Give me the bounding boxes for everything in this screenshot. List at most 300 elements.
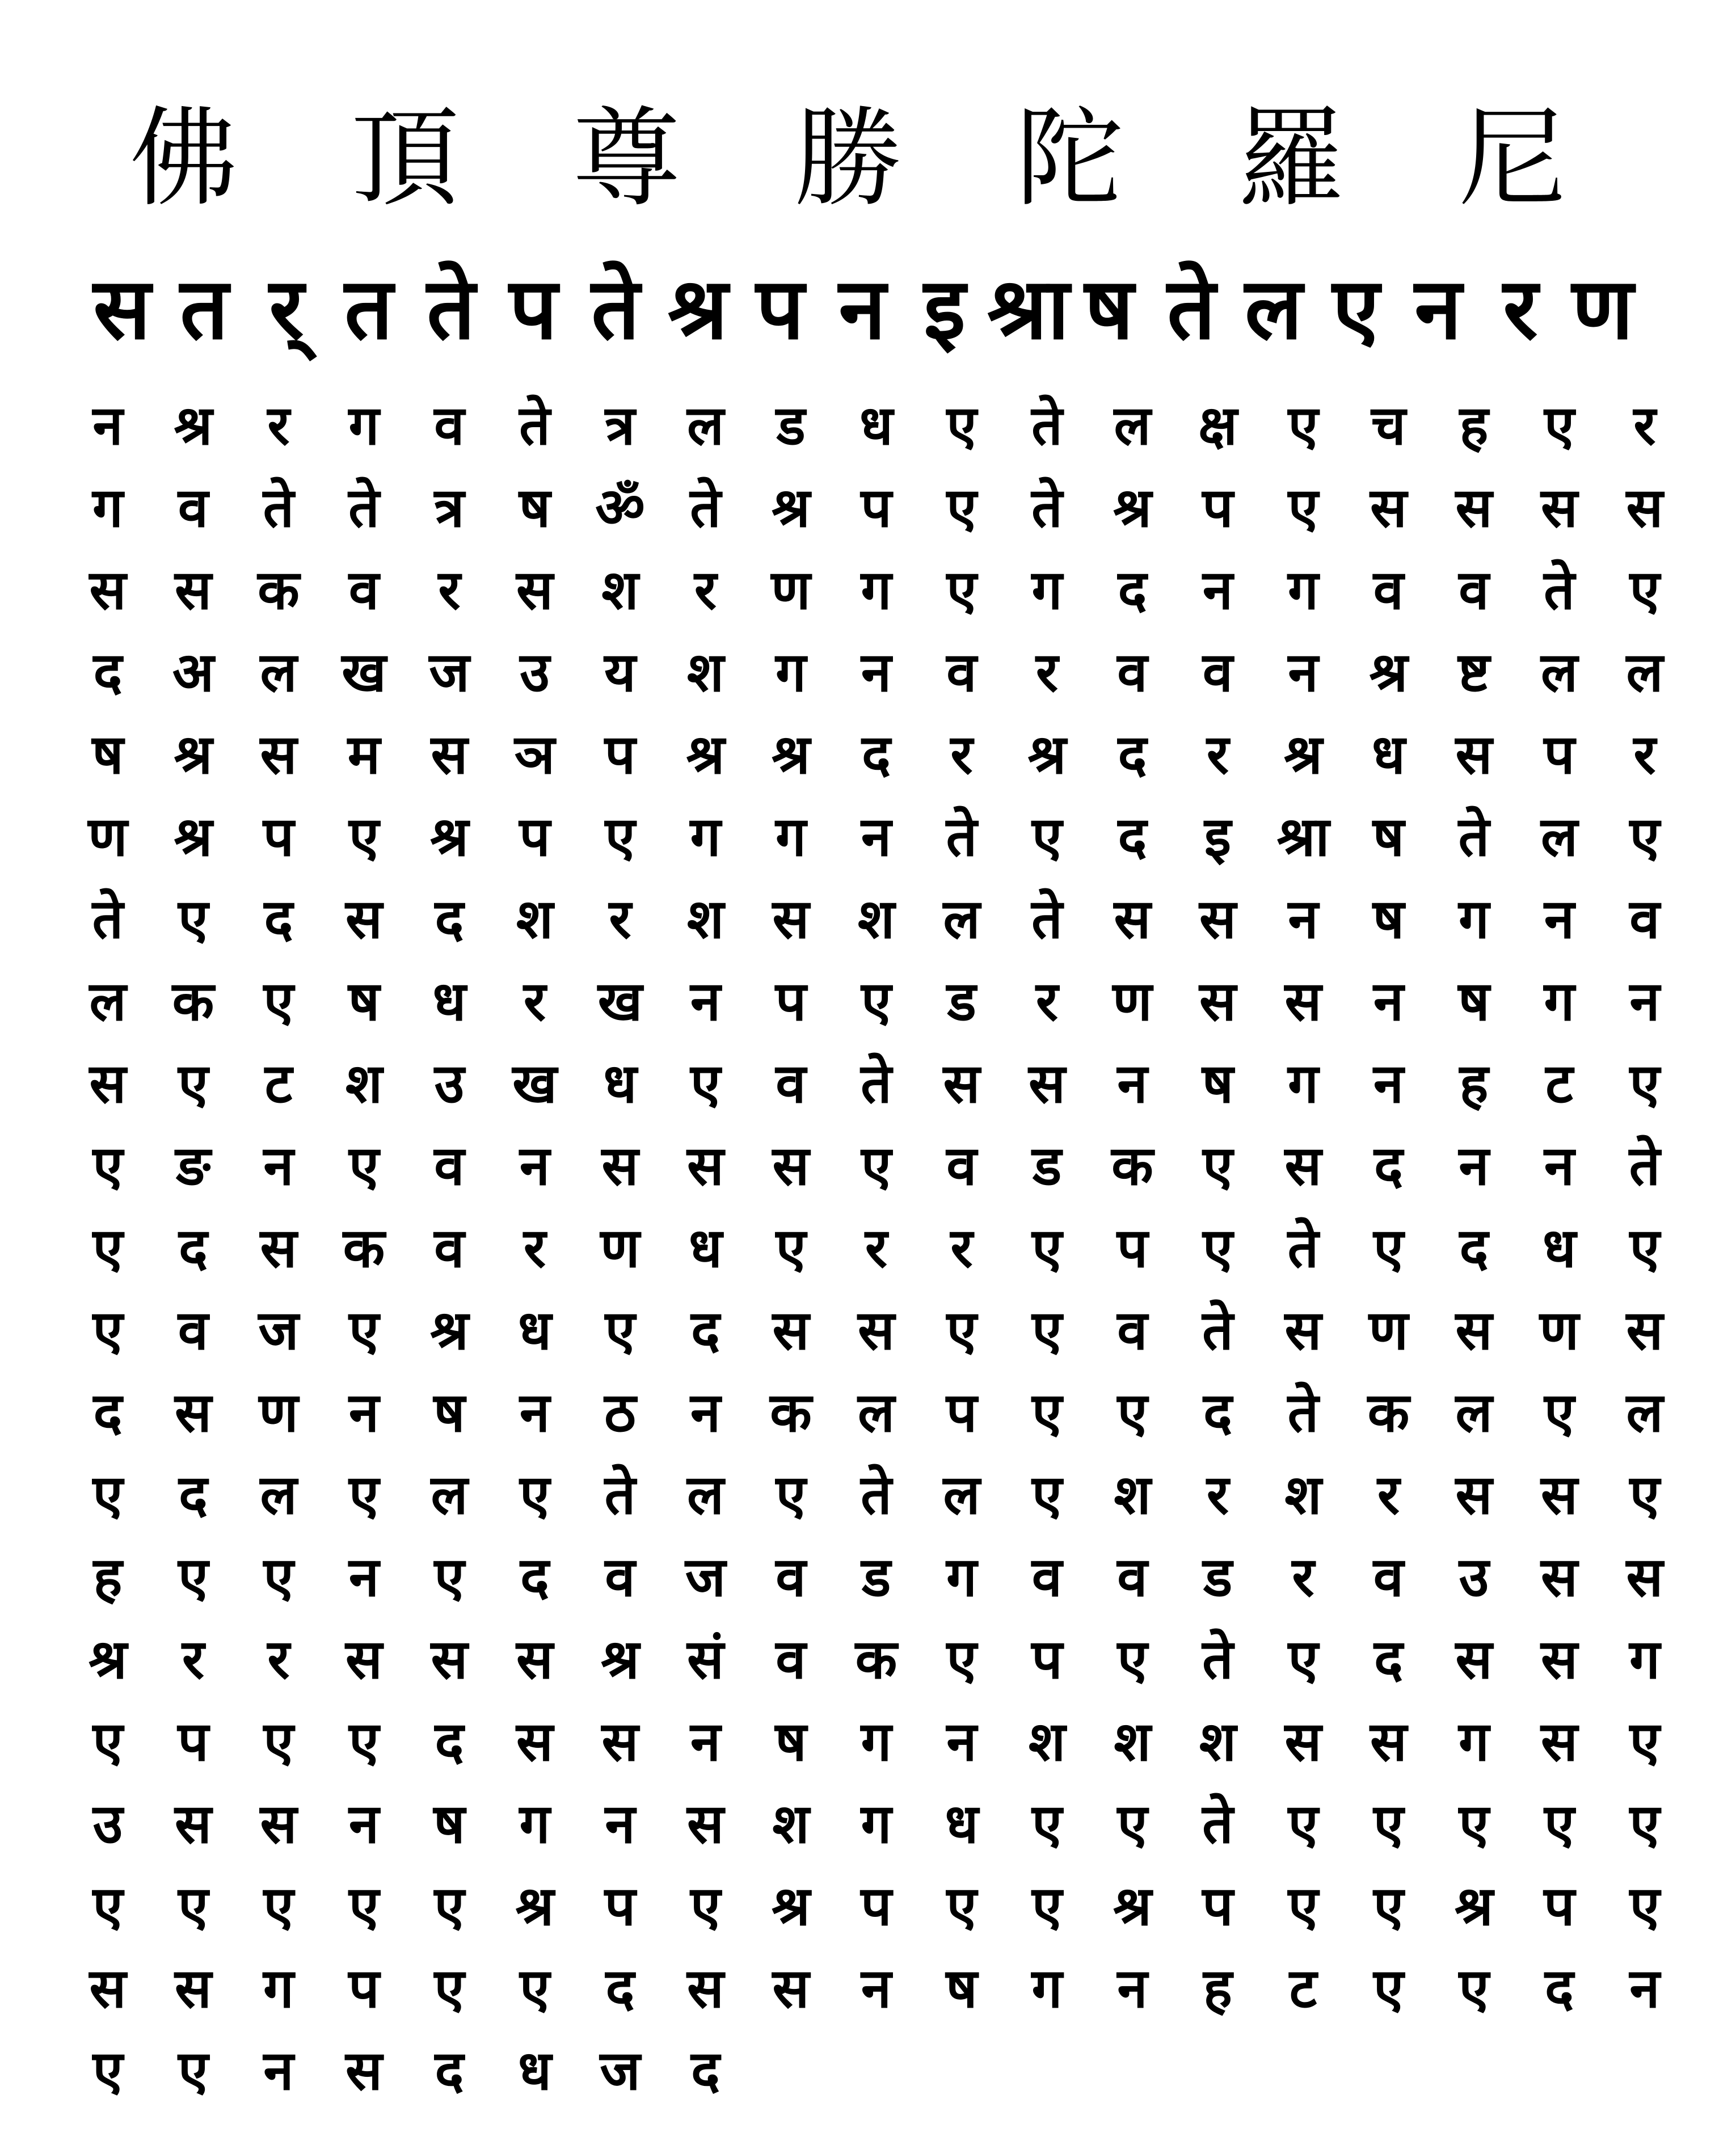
syllable-glyph: ध: [859, 394, 894, 457]
syllable-glyph: ड: [776, 394, 806, 457]
syllable-glyph: ग: [775, 640, 807, 704]
syllable-glyph: द: [605, 1957, 635, 2020]
syllable-glyph: व: [776, 1628, 806, 1691]
syllable-glyph: ए: [776, 1216, 806, 1280]
syllable-glyph: ग: [946, 1545, 977, 1609]
syllable-glyph: त्र: [605, 394, 635, 457]
syllable-glyph: ण: [1368, 1299, 1409, 1362]
syllable-glyph: स: [1455, 1299, 1493, 1362]
syllable-glyph: द: [93, 1381, 123, 1444]
syllable-glyph: स: [1541, 1710, 1578, 1773]
syllable-glyph: ग: [775, 805, 807, 869]
syllable-glyph: श्र: [1369, 640, 1408, 704]
syllable-glyph: श्र: [1027, 723, 1067, 786]
syllable-glyph: ण: [1113, 969, 1152, 1033]
syllable-glyph: स: [1284, 1134, 1322, 1198]
syllable-glyph: न: [1117, 1052, 1148, 1115]
syllable-glyph: स: [1114, 887, 1151, 951]
syllable-glyph: क: [343, 1216, 385, 1280]
syllable-glyph: स: [772, 1134, 810, 1198]
syllable-glyph: ड: [861, 1545, 891, 1609]
syllable-glyph: श: [1114, 1710, 1151, 1773]
syllable-glyph: स: [1284, 969, 1322, 1033]
syllable-glyph: ए: [1544, 1381, 1575, 1444]
syllable-glyph: श्र: [601, 1628, 639, 1691]
syllable-glyph: ए: [1629, 1710, 1660, 1773]
syllable-glyph: ए: [178, 1545, 209, 1609]
syllable-glyph: ध: [517, 2039, 552, 2102]
syllable-glyph: श: [1114, 1463, 1151, 1527]
syllable-glyph: ष: [1458, 969, 1490, 1033]
syllable-glyph: ए: [1544, 394, 1575, 457]
syllable-glyph: क: [172, 969, 214, 1033]
syllable-glyph: न: [519, 1134, 550, 1198]
syllable-glyph: श्र: [772, 723, 810, 786]
syllable-glyph: क: [1367, 1381, 1410, 1444]
syllable-glyph: स: [260, 723, 297, 786]
syllable-glyph: स: [516, 1628, 553, 1691]
syllable-glyph: ट: [264, 1052, 293, 1115]
syllable-glyph: र: [1206, 1463, 1229, 1527]
syllable-glyph: व: [1459, 558, 1489, 622]
syllable-glyph: ड: [1032, 1134, 1062, 1198]
syllable-glyph: ए: [348, 805, 380, 869]
syllable-glyph: क: [770, 1381, 812, 1444]
syllable-glyph: ए: [434, 1545, 465, 1609]
syllable-glyph: ए: [348, 1299, 380, 1362]
syllable-glyph: ध: [432, 969, 466, 1033]
heading-glyph: र: [1503, 260, 1538, 359]
syllable-glyph: ल: [260, 1463, 297, 1527]
syllable-glyph: द: [1459, 1216, 1489, 1280]
syllable-glyph: उ: [520, 640, 550, 704]
syllable-glyph: श्र: [174, 805, 213, 869]
syllable-glyph: श्र: [89, 1628, 127, 1691]
syllable-glyph: स: [1541, 1463, 1578, 1527]
syllable-glyph: ग: [690, 805, 721, 869]
syllable-glyph: ड: [947, 969, 976, 1033]
syllable-glyph: स: [601, 1134, 639, 1198]
syllable-glyph: स: [345, 1628, 382, 1691]
syllable-glyph: ल: [1626, 1381, 1663, 1444]
syllable-glyph: स: [89, 1052, 127, 1115]
syllable-glyph: र: [1035, 969, 1059, 1033]
syllable-glyph: ए: [348, 1463, 380, 1527]
syllable-glyph: ए: [605, 805, 635, 869]
syllable-glyph: न: [861, 1957, 892, 2020]
syllable-glyph: ए: [348, 1710, 380, 1773]
heading-glyph: ल: [1245, 260, 1303, 359]
heading-glyph: न: [838, 260, 886, 359]
syllable-glyph: न: [1288, 640, 1318, 704]
syllable-glyph: द: [691, 2039, 720, 2102]
syllable-glyph: ण: [600, 1216, 640, 1280]
syllable-glyph: न: [861, 640, 892, 704]
syllable-glyph: स: [1541, 476, 1578, 539]
syllable-glyph: ल: [1626, 640, 1663, 704]
syllable-glyph: ए: [1288, 1792, 1318, 1856]
syllable-glyph: श: [345, 1052, 383, 1115]
syllable-glyph: ष: [1202, 1052, 1234, 1115]
syllable-glyph: द: [93, 640, 123, 704]
syllable-glyph: ए: [519, 1957, 550, 2020]
syllable-glyph: ग: [1458, 1710, 1490, 1773]
syllable-glyph: ते: [1629, 1134, 1661, 1198]
syllable-glyph: श्र: [686, 723, 725, 786]
syllable-glyph: ते: [1031, 476, 1063, 539]
syllable-glyph: ग: [1287, 558, 1319, 622]
syllable-glyph: ङ: [175, 1134, 211, 1198]
heading-glyph: इ: [924, 260, 966, 359]
syllable-glyph: ल: [1455, 1381, 1493, 1444]
syllable-glyph: ड: [1203, 1545, 1233, 1609]
syllable-glyph: ल: [89, 969, 127, 1033]
syllable-glyph: ए: [1373, 1874, 1404, 1938]
syllable-glyph: ए: [178, 1874, 209, 1938]
syllable-glyph: ष्ट: [1457, 640, 1490, 704]
syllable-glyph: ल: [1540, 805, 1578, 869]
heading-glyph: र्: [269, 260, 304, 359]
syllable-glyph: न: [1629, 969, 1660, 1033]
syllable-glyph: ल: [943, 887, 980, 951]
syllable-glyph: ष: [519, 476, 551, 539]
syllable-glyph: स: [516, 1710, 553, 1773]
syllable-glyph: द: [1118, 805, 1147, 869]
syllable-glyph: स: [1029, 1052, 1065, 1115]
syllable-glyph: न: [690, 1710, 721, 1773]
syllable-glyph: ग: [92, 476, 124, 539]
syllable-glyph: ध: [517, 1299, 552, 1362]
syllable-glyph: न: [1544, 1134, 1575, 1198]
syllable-glyph: र: [950, 1216, 973, 1280]
syllable-glyph: ते: [861, 1463, 892, 1527]
syllable-glyph: न: [1459, 1134, 1489, 1198]
syllable-glyph: र: [523, 969, 546, 1033]
syllable-glyph: ल: [686, 1463, 724, 1527]
syllable-glyph: र: [1292, 1545, 1314, 1609]
syllable-glyph: क: [855, 1628, 898, 1691]
syllable-glyph: ए: [1629, 1874, 1660, 1938]
page-title: 佛 頂 尊 勝 陀 羅 尼: [129, 96, 1607, 221]
syllable-glyph: श: [1284, 1463, 1322, 1527]
syllable-glyph: न: [605, 1792, 635, 1856]
syllable-glyph: ग: [1031, 1957, 1063, 2020]
syllable-glyph: ए: [1373, 1957, 1404, 2020]
syllable-glyph: ध: [945, 1792, 979, 1856]
syllable-glyph: ए: [1629, 1052, 1660, 1115]
syllable-glyph: उ: [1459, 1545, 1489, 1609]
syllable-glyph: स: [1626, 1545, 1663, 1609]
syllable-glyph: श्र: [772, 1874, 810, 1938]
syllable-glyph: ए: [946, 1299, 977, 1362]
syllable-glyph: ते: [861, 1052, 892, 1115]
syllable-glyph: व: [434, 1134, 465, 1198]
syllable-glyph: र: [523, 1216, 546, 1280]
syllable-glyph: न: [861, 805, 892, 869]
syllable-glyph: प: [946, 1381, 977, 1444]
syllable-glyph: क: [1111, 1134, 1153, 1198]
syllable-glyph: ए: [946, 476, 977, 539]
syllable-glyph: न: [348, 1381, 380, 1444]
syllable-glyph: म: [347, 723, 381, 786]
syllable-glyph: ए: [1288, 394, 1318, 457]
syllable-glyph: श: [601, 558, 639, 622]
syllable-glyph: ते: [690, 476, 721, 539]
syllable-glyph: प: [1202, 476, 1233, 539]
syllable-glyph: क्ष: [1198, 394, 1237, 457]
syllable-glyph: ए: [1202, 1216, 1233, 1280]
syllable-glyph: ए: [1629, 558, 1660, 622]
syllable-glyph: न: [690, 1381, 721, 1444]
syllable-glyph: ए: [1288, 1874, 1318, 1938]
syllable-glyph: ए: [1031, 1792, 1063, 1856]
syllable-glyph: श: [1028, 1710, 1066, 1773]
syllable-glyph: स: [1199, 969, 1236, 1033]
syllable-glyph: द: [1374, 1134, 1403, 1198]
syllable-glyph: र: [609, 887, 631, 951]
syllable-glyph: स: [516, 558, 553, 622]
syllable-glyph: सं: [687, 1628, 724, 1691]
syllable-glyph: व: [1117, 1545, 1148, 1609]
syllable-glyph: स: [1626, 476, 1663, 539]
syllable-glyph: ॐ: [595, 476, 645, 539]
syllable-glyph: व: [1629, 887, 1660, 951]
syllable-glyph: स: [943, 1052, 980, 1115]
syllable-glyph: प: [861, 1874, 892, 1938]
syllable-glyph: स: [175, 1381, 212, 1444]
syllable-glyph: ट: [1545, 1052, 1573, 1115]
syllable-glyph: व: [1373, 1545, 1404, 1609]
syllable-glyph: ए: [263, 1710, 294, 1773]
syllable-glyph: व: [434, 394, 465, 457]
syllable-glyph: ए: [92, 1710, 123, 1773]
syllable-glyph: न: [1373, 1052, 1404, 1115]
syllable-glyph: ए: [348, 1874, 380, 1938]
syllable-glyph: प: [1202, 1874, 1233, 1938]
syllable-glyph: उ: [434, 1052, 465, 1115]
syllable-glyph: ए: [776, 1463, 806, 1527]
syllable-glyph: ग: [519, 1792, 550, 1856]
syllable-glyph: ए: [1373, 1792, 1404, 1856]
heading-glyph: श्रा: [987, 260, 1070, 359]
syllable-glyph: ग: [1031, 558, 1063, 622]
syllable-glyph: स: [175, 1957, 212, 2020]
syllable-glyph: स: [858, 1299, 895, 1362]
syllable-glyph: ए: [1373, 1216, 1404, 1280]
syllable-glyph: च: [1371, 394, 1406, 457]
syllable-glyph: ज: [258, 1299, 299, 1362]
syllable-glyph: ष: [946, 1957, 977, 2020]
syllable-glyph: स: [687, 1134, 724, 1198]
syllable-glyph: द: [1118, 723, 1147, 786]
syllable-glyph: र: [1633, 723, 1656, 786]
syllable-glyph: स: [89, 558, 127, 622]
syllable-glyph: ए: [1031, 1874, 1063, 1938]
syllable-glyph: र: [1377, 1463, 1400, 1527]
heading-glyph: प: [756, 260, 804, 359]
syllable-glyph: ए: [1031, 1381, 1063, 1444]
syllable-glyph: ण: [771, 558, 811, 622]
syllable-glyph: ए: [1459, 1957, 1489, 2020]
syllable-glyph: ण: [259, 1381, 298, 1444]
syllable-glyph: स: [1626, 1299, 1663, 1362]
syllable-glyph: ए: [92, 1216, 123, 1280]
syllable-glyph: स: [1370, 476, 1407, 539]
syllable-glyph: ष: [775, 1710, 807, 1773]
syllable-glyph: ह: [1459, 394, 1489, 457]
syllable-glyph: ए: [263, 1545, 294, 1609]
heading-glyph: ते: [1167, 260, 1216, 359]
syllable-glyph: द: [1203, 1381, 1232, 1444]
syllable-glyph: स: [772, 1957, 810, 2020]
syllable-glyph: द: [1118, 558, 1147, 622]
syllable-glyph: य: [604, 640, 636, 704]
syllable-glyph: ग: [861, 1792, 892, 1856]
syllable-glyph: व: [434, 1216, 465, 1280]
syllable-glyph: व: [1031, 1545, 1063, 1609]
syllable-glyph: ज: [600, 2039, 641, 2102]
syllable-glyph: व: [946, 640, 977, 704]
syllable-glyph: ए: [1629, 805, 1660, 869]
syllable-glyph: ते: [92, 887, 124, 951]
syllable-glyph: स: [1199, 887, 1236, 951]
syllable-glyph: श्र: [174, 723, 213, 786]
syllable-glyph: स: [1455, 723, 1493, 786]
syllable-glyph: ह: [1459, 1052, 1489, 1115]
syllable-glyph: ल: [1540, 640, 1578, 704]
syllable-glyph: ल: [943, 1463, 980, 1527]
syllable-glyph: ते: [1031, 394, 1063, 457]
syllable-glyph: ए: [92, 1134, 123, 1198]
syllable-glyph: स: [175, 1792, 212, 1856]
syllable-glyph: ल: [857, 1381, 895, 1444]
syllable-glyph: न: [1629, 1957, 1660, 2020]
syllable-glyph: र: [694, 558, 717, 622]
syllable-glyph: श: [516, 887, 554, 951]
syllable-glyph: न: [946, 1710, 977, 1773]
syllable-glyph: द: [1374, 1628, 1403, 1691]
syllable-glyph: द: [264, 887, 293, 951]
syllable-glyph: ध: [688, 1216, 723, 1280]
syllable-glyph: प: [263, 805, 294, 869]
syllable-glyph: स: [431, 723, 468, 786]
syllable-glyph: स: [772, 1299, 810, 1362]
syllable-glyph: द: [435, 1710, 464, 1773]
syllable-glyph: ण: [1539, 1299, 1579, 1362]
syllable-glyph: ल: [686, 394, 724, 457]
syllable-glyph: ए: [434, 1957, 465, 2020]
syllable-glyph: स: [89, 1957, 127, 2020]
syllable-glyph: ए: [92, 1299, 123, 1362]
syllable-glyph: ए: [946, 1628, 977, 1691]
syllable-glyph: ख: [512, 1052, 557, 1115]
syllable-glyph: ए: [434, 1874, 465, 1938]
syllable-glyph: व: [1202, 640, 1233, 704]
syllable-glyph: ए: [1459, 1792, 1489, 1856]
syllable-glyph: ते: [604, 1463, 636, 1527]
syllable-glyph: प: [604, 1874, 636, 1938]
syllable-glyph: स: [1541, 1628, 1578, 1691]
syllable-glyph: ग: [1629, 1628, 1661, 1691]
syllable-glyph: व: [1373, 558, 1404, 622]
syllable-glyph: ए: [1031, 1216, 1063, 1280]
syllable-glyph: द: [179, 1216, 208, 1280]
syllable-glyph: ए: [1031, 1463, 1063, 1527]
heading-glyph: ते: [591, 260, 640, 359]
syllable-glyph: ते: [946, 805, 977, 869]
syllable-glyph: न: [690, 969, 721, 1033]
syllable-glyph: न: [92, 394, 123, 457]
syllable-glyph: प: [775, 969, 807, 1033]
syllable-glyph: ते: [348, 476, 380, 539]
syllable-glyph: ध: [1371, 723, 1406, 786]
syllable-glyph: ट: [1289, 1957, 1317, 2020]
syllable-glyph: ल: [431, 1463, 468, 1527]
syllable-glyph: ते: [1287, 1381, 1319, 1444]
syllable-glyph: र: [865, 1216, 888, 1280]
syllable-glyph: न: [1544, 887, 1575, 951]
syllable-glyph: र: [267, 1628, 290, 1691]
syllable-glyph: ए: [263, 1874, 294, 1938]
syllable-glyph: ए: [946, 1874, 977, 1938]
syllable-glyph: ग: [1287, 1052, 1319, 1115]
syllable-glyph: न: [1288, 887, 1318, 951]
syllable-glyph: व: [1117, 1299, 1148, 1362]
heading-glyph: श्र: [667, 260, 728, 359]
syllable-glyph: ए: [1202, 1134, 1233, 1198]
syllable-glyph: स: [687, 1792, 724, 1856]
syllable-glyph: व: [178, 476, 209, 539]
syllable-glyph: ए: [605, 1299, 635, 1362]
syllable-glyph: ध: [1542, 1216, 1577, 1280]
syllable-glyph: ए: [1629, 1216, 1660, 1280]
syllable-glyph: ध: [603, 1052, 637, 1115]
heading-glyph: ते: [427, 260, 475, 359]
syllable-glyph: ए: [946, 394, 977, 457]
syllable-glyph: ग: [1458, 887, 1490, 951]
syllable-glyph: इ: [1204, 805, 1232, 869]
syllable-glyph: श्र: [1113, 1874, 1152, 1938]
syllable-glyph: उ: [92, 1792, 123, 1856]
heading-glyph: ण: [1571, 260, 1634, 359]
syllable-glyph: ल: [1114, 394, 1151, 457]
syllable-glyph: ए: [1031, 805, 1063, 869]
syllable-glyph: अ: [172, 640, 214, 704]
syllable-glyph: न: [1117, 1957, 1148, 2020]
syllable-glyph: ष: [1372, 805, 1405, 869]
syllable-glyph: स: [345, 2039, 382, 2102]
syllable-glyph: श्र: [1455, 1874, 1493, 1938]
syllable-glyph: ए: [1629, 1792, 1660, 1856]
heading-glyph: स: [93, 260, 151, 359]
syllable-glyph: स: [1455, 1463, 1493, 1527]
syllable-glyph: ए: [348, 1134, 380, 1198]
syllable-glyph: क: [258, 558, 300, 622]
syllable-glyph: द: [1545, 1957, 1574, 2020]
syllable-glyph: प: [178, 1710, 209, 1773]
syllable-glyph: प: [1116, 1216, 1148, 1280]
syllable-glyph: व: [178, 1299, 209, 1362]
syllable-glyph: ए: [1117, 1792, 1148, 1856]
syllable-glyph: ते: [1202, 1792, 1233, 1856]
syllable-glyph: ते: [1287, 1216, 1319, 1280]
syllable-glyph: द: [862, 723, 891, 786]
syllable-glyph: र: [1035, 640, 1059, 704]
syllable-glyph: प: [519, 805, 550, 869]
syllable-glyph: ख: [342, 640, 386, 704]
syllable-glyph: ए: [946, 558, 977, 622]
syllable-glyph: न: [348, 1792, 380, 1856]
